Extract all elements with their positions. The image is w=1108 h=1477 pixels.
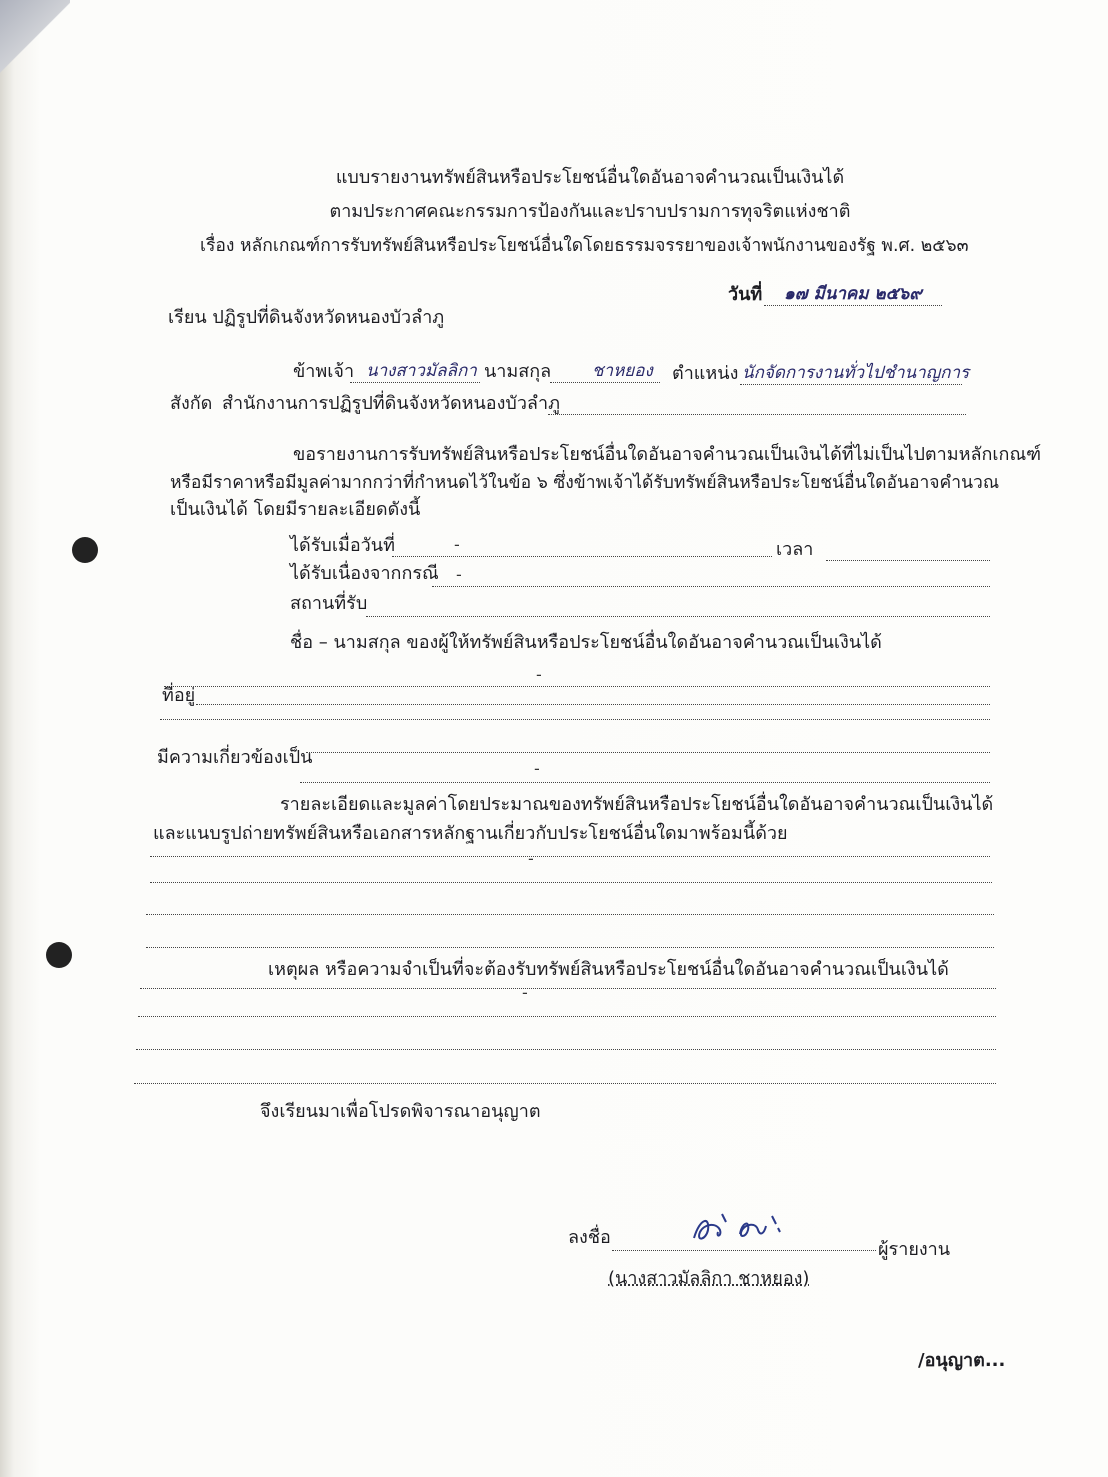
page-corner-shadow [0, 0, 70, 90]
reporter-surname: ชาหยอง [592, 361, 653, 381]
occasion-dots [432, 586, 990, 587]
details-value: - [528, 849, 534, 868]
reporter-surname-label: นามสกุล [484, 361, 552, 382]
time-label: เวลา [776, 539, 814, 560]
address-label: ที่อยู่ [162, 685, 196, 706]
reporter-position: นักจัดการงานทั่วไปชำนาญการ [742, 363, 970, 383]
reason-dots-1 [140, 988, 996, 989]
reason-label: เหตุผล หรือความจำเป็นที่จะต้องรับทรัพย์สินหรือประโยชน์อื่นใดอันอาจคำนวณเป็นเงินได้ [268, 959, 949, 980]
affiliation-dots [548, 414, 966, 415]
address-dots-2 [160, 719, 990, 720]
occasion-label: ได้รับเนื่องจากกรณี [290, 563, 439, 584]
relation-value: - [534, 759, 540, 778]
giver-dots [164, 686, 990, 687]
received-date-dots [392, 556, 772, 557]
received-date-value: - [454, 535, 460, 554]
giver-value: - [536, 665, 542, 684]
received-date-label: ได้รับเมื่อวันที่ [290, 535, 395, 556]
details-dots-3 [146, 914, 994, 915]
reporter-name: นางสาวมัลลิกา [366, 361, 477, 381]
sign-label: ลงชื่อ [568, 1227, 611, 1248]
punch-hole-top [72, 537, 98, 563]
affiliation-label: สังกัด [170, 393, 213, 414]
place-dots [366, 616, 990, 617]
details-dots-1 [150, 856, 990, 857]
place-label: สถานที่รับ [290, 593, 368, 614]
affiliation-value: สำนักงานการปฏิรูปที่ดินจังหวัดหนองบัวลำภู [222, 393, 560, 414]
details-line-2: และแนบรูปถ่ายทรัพย์สินหรือเอกสารหลักฐานเกี่ยวกับประโยชน์อื่นใดมาพร้อมนี้ด้วย [153, 823, 788, 844]
reason-value: - [522, 983, 528, 1002]
reason-dots-4 [134, 1083, 996, 1084]
reason-dots-3 [136, 1049, 996, 1050]
header-line-3: เรื่อง หลักเกณฑ์การรับทรัพย์สินหรือประโยชน์อื่นใดโดยธรรมจรรยาของเจ้าพนักงานของรัฐ พ.ศ. ๒๕๖๓ [200, 236, 969, 256]
date-value: ๑๗ มีนาคม ๒๕๖๙ [784, 284, 922, 304]
giver-label: ชื่อ – นามสกุล ของผู้ให้ทรัพย์สินหรือประโยชน์อื่นใดอันอาจคำนวณเป็นเงินได้ [290, 632, 882, 653]
details-line-1: รายละเอียดและมูลค่าโดยประมาณของทรัพย์สินหรือประโยชน์อื่นใดอันอาจคำนวณเป็นเงินได้ [280, 794, 994, 815]
reporter-surname-dots [550, 382, 660, 383]
relation-dots-2 [300, 782, 990, 783]
reporter-prefix-label: ข้าพเจ้า [293, 361, 355, 382]
printed-name: (นางสาวมัลลิกา ชาหยอง) [608, 1268, 810, 1289]
occasion-value: - [456, 565, 462, 584]
handwritten-signature [686, 1208, 790, 1250]
intro-line-3: เป็นเงินได้ โดยมีรายละเอียดดังนี้ [170, 499, 421, 520]
signature-dots [612, 1250, 876, 1251]
date-label: วันที่ [728, 284, 763, 305]
header-line-2: ตามประกาศคณะกรรมการป้องกันและปราบปรามการทุจริตแห่งชาติ [329, 201, 851, 222]
reporter-position-label: ตำแหน่ง [672, 363, 739, 384]
closing-text: จึงเรียนมาเพื่อโปรดพิจารณาอนุญาต [260, 1101, 541, 1122]
relation-dots-1 [306, 752, 990, 753]
punch-hole-bottom [46, 942, 72, 968]
date-dots [764, 305, 942, 306]
reporter-role: ผู้รายงาน [878, 1239, 951, 1260]
header-line-1: แบบรายงานทรัพย์สินหรือประโยชน์อื่นใดอันอาจคำนวณเป็นเงินได้ [335, 167, 845, 188]
reporter-position-dots [740, 384, 962, 385]
details-dots-4 [146, 947, 994, 948]
time-dots [826, 560, 990, 561]
relation-label: มีความเกี่ยวข้องเป็น [157, 747, 313, 768]
reporter-name-dots [350, 382, 480, 383]
intro-line-1: ขอรายงานการรับทรัพย์สินหรือประโยชน์อื่นใดอันอาจคำนวณเป็นเงินได้ที่ไม่เป็นไปตามหลักเกณฑ์ [293, 444, 1042, 465]
reason-dots-2 [138, 1016, 996, 1017]
address-dots-1 [196, 704, 990, 705]
intro-line-2: หรือมีราคาหรือมีมูลค่ามากกว่าที่กำหนดไว้ในข้อ ๖ ซึ่งข้าพเจ้าได้รับทรัพย์สินหรือประโยชน์อื่นใดอันอาจคำนวณ [170, 473, 1000, 493]
details-dots-2 [150, 882, 992, 883]
continuation-marker: /อนุญาต... [918, 1350, 1006, 1371]
salutation: เรียน ปฏิรูปที่ดินจังหวัดหนองบัวลำภู [168, 307, 445, 328]
